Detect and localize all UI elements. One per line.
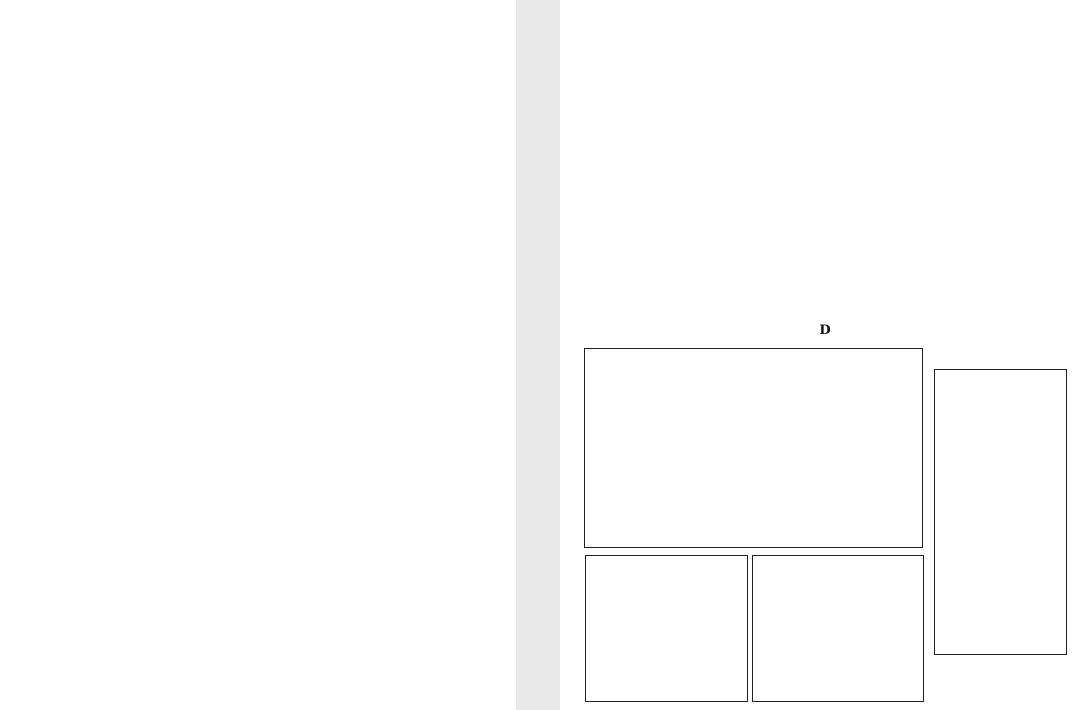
right-page (560, 0, 1080, 710)
table-row (935, 527, 1066, 544)
table-row (935, 578, 1066, 595)
survey-text-box (584, 348, 923, 548)
table-row (935, 441, 1066, 458)
page-gutter (516, 0, 560, 710)
section-d-heading: D (819, 323, 831, 338)
table-row (935, 458, 1066, 475)
table-row (935, 476, 1066, 493)
mismatched-box (752, 555, 924, 702)
so-happy-together-table (934, 369, 1067, 655)
table-row (935, 493, 1066, 510)
table-row (935, 561, 1066, 578)
table-row (935, 595, 1066, 612)
table-row (935, 544, 1066, 561)
table-row (935, 424, 1066, 441)
left-page (0, 0, 516, 710)
table-row (935, 510, 1066, 527)
misgivings-box (585, 555, 748, 702)
table-row (935, 612, 1066, 629)
table-row (935, 629, 1066, 646)
table-row (935, 407, 1066, 424)
table-row (935, 390, 1066, 407)
